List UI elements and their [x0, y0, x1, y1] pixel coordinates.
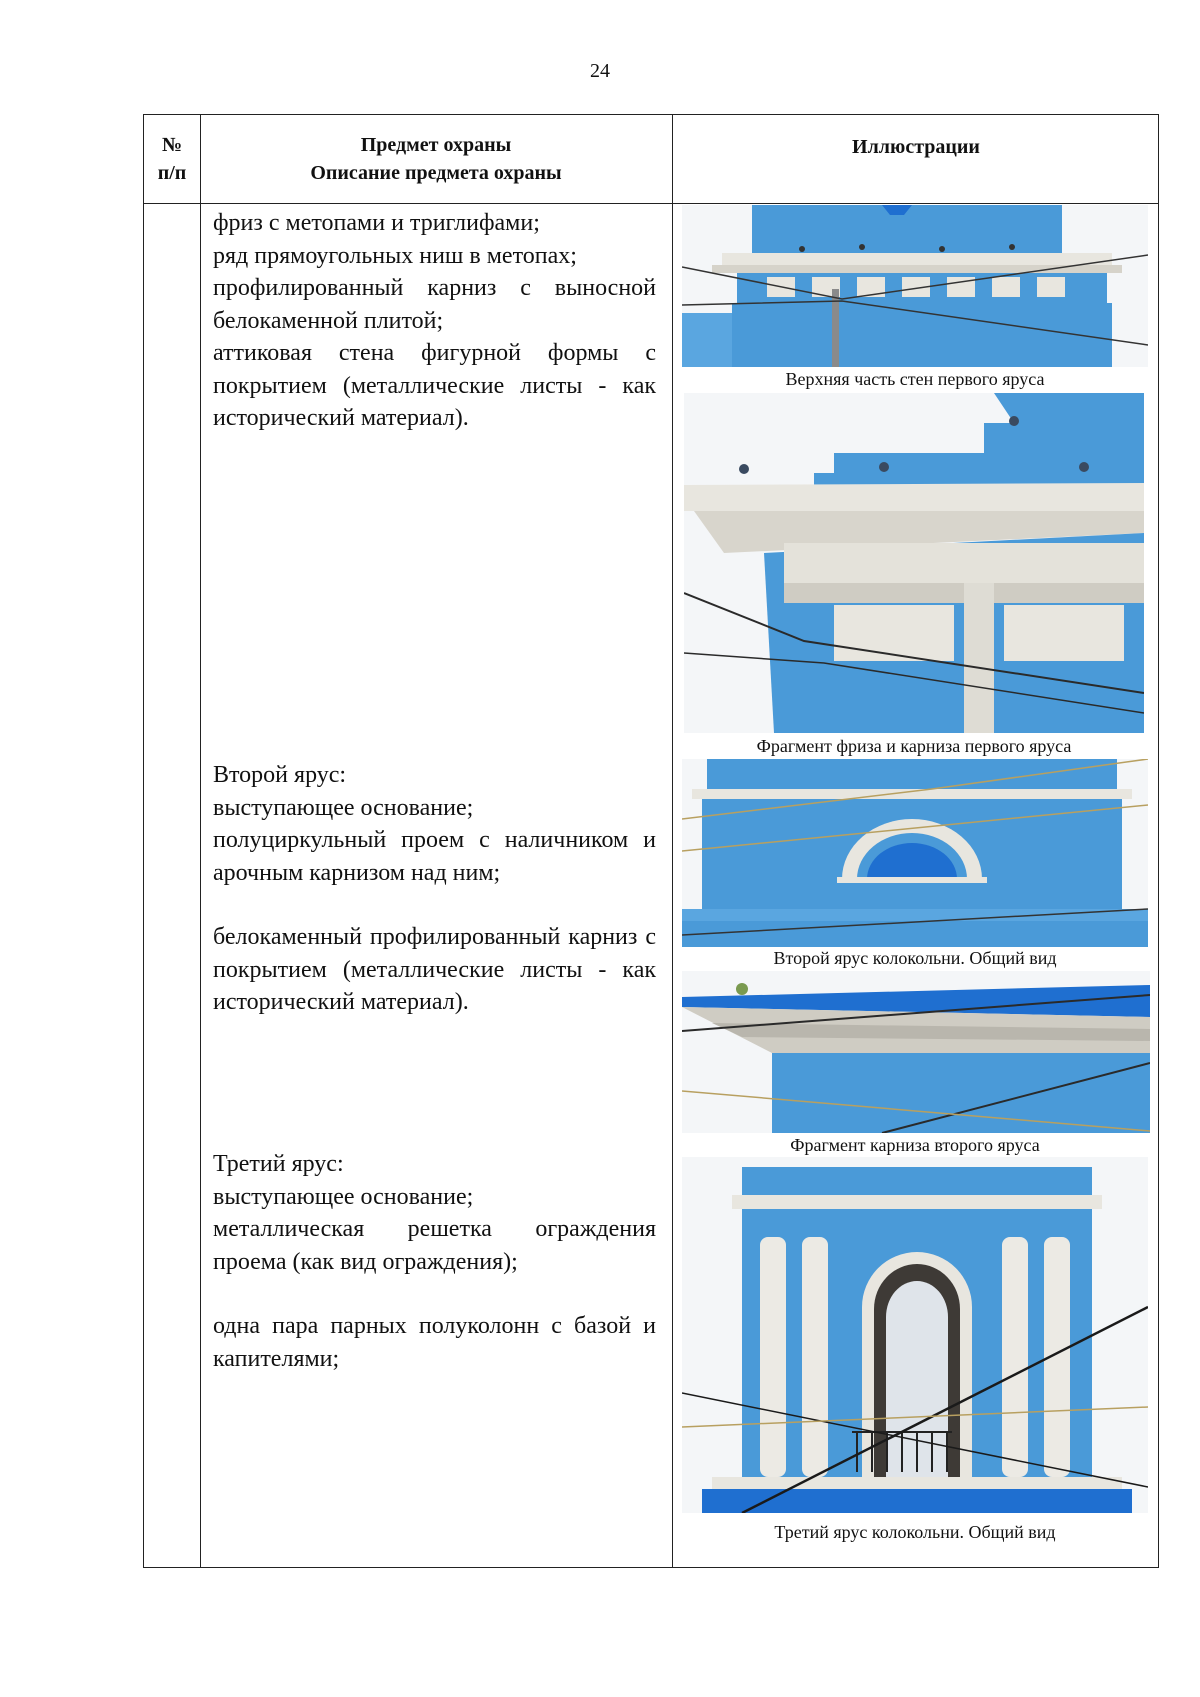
photo-third-tier-overview [682, 1157, 1148, 1513]
photo-first-tier-frieze [684, 393, 1144, 733]
caption-1: Верхняя часть стен первого яруса [785, 369, 1045, 389]
text-line: ряд прямоугольных ниш в метопах; [213, 242, 577, 269]
header-divider [144, 203, 1158, 204]
header-subject-line-2: Описание предмета охраны [310, 162, 562, 184]
header-illustrations [672, 115, 1160, 203]
text-line: белокаменный профилированный карниз с покрытием (металлические листы - как исторический материал). [213, 924, 656, 1015]
photo-first-tier-upper-walls [682, 205, 1148, 367]
column-divider-2 [672, 115, 673, 1567]
header-subject [200, 115, 672, 203]
text-line: выступающее основание; [213, 794, 474, 821]
spacer [213, 1278, 656, 1310]
caption-3: Второй ярус колокольни. Общий вид [773, 948, 1057, 968]
caption-2: Фрагмент фриза и карниза первого яруса [756, 736, 1072, 756]
protection-table [143, 114, 1159, 1568]
caption-5: Третий ярус колокольни. Общий вид [774, 1522, 1056, 1542]
page-number: 24 [590, 60, 610, 82]
text-line: металлическая решетка ограждения проема (как вид ограждения); [213, 1216, 656, 1275]
header-subject-line-1: Предмет охраны [360, 134, 512, 156]
header-illustrations-label: Иллюстрации [852, 136, 980, 158]
spacer [213, 889, 656, 921]
header-number-line-2: п/п [157, 162, 187, 184]
tier-heading: Третий ярус: [213, 1151, 344, 1177]
text-block-first-tier [213, 207, 656, 435]
text-line: аттиковая стена фигурной формы с покрытием (металлические листы - как исторический материал). [213, 340, 656, 431]
header-number-line-1: № [161, 134, 183, 156]
text-line: полуциркульный проем с наличником и арочным карнизом над ним; [213, 827, 656, 886]
text-line: профилированный карниз с выносной белокаменной плитой; [213, 275, 656, 334]
header-number [144, 115, 200, 203]
column-divider-1 [200, 115, 201, 1567]
tier-heading: Второй ярус: [213, 762, 347, 788]
text-line: одна пара парных полуколонн с базой и капителями; [213, 1313, 656, 1372]
text-block-third-tier [213, 1148, 656, 1375]
caption-4: Фрагмент карниза второго яруса [790, 1135, 1040, 1155]
text-block-second-tier [213, 759, 656, 1019]
text-line: выступающее основание; [213, 1183, 474, 1210]
photo-second-tier-cornice [682, 971, 1150, 1133]
photo-second-tier-overview [682, 759, 1148, 947]
text-line: фриз с метопами и триглифами; [213, 210, 540, 236]
